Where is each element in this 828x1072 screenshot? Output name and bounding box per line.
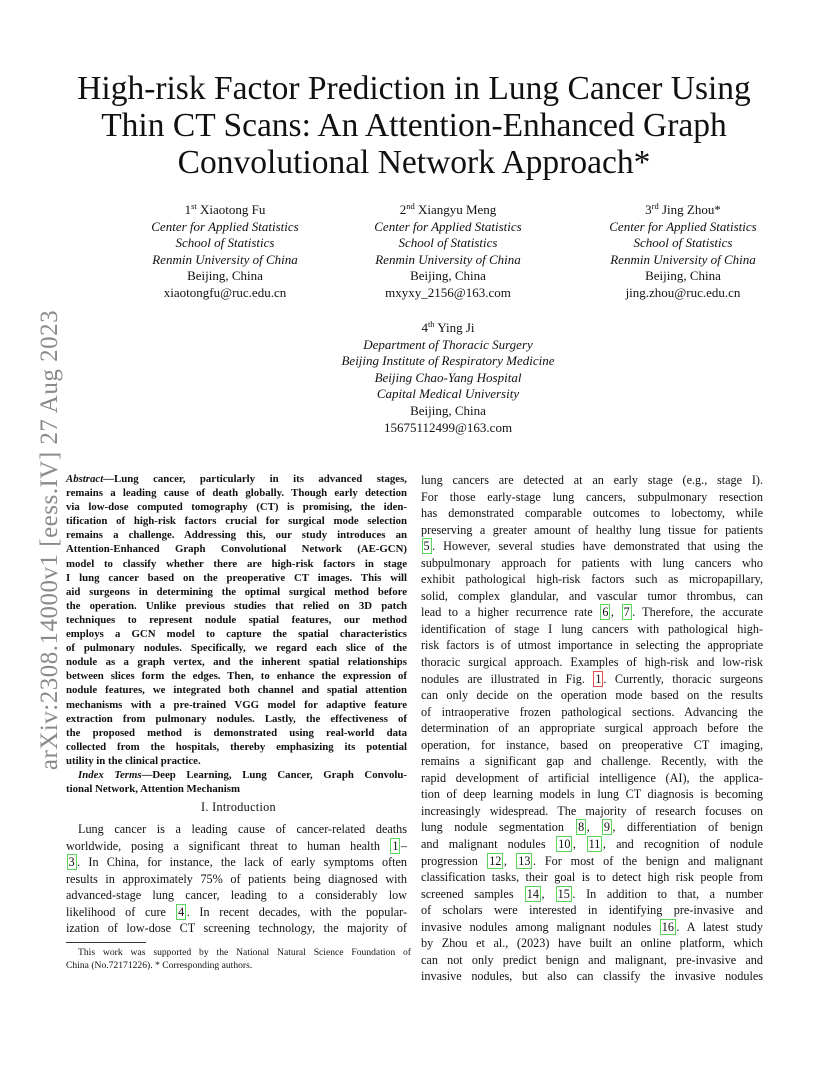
body-line: worldwide, posing a significant threat to human health 1 –	[66, 838, 407, 853]
index-terms-line: tional Network, Attention Mechanism	[66, 783, 240, 796]
author-city: Beijing, China	[410, 268, 486, 284]
body-line: by Zhou et al., (2023) have built an online platform, which	[421, 936, 763, 951]
abstract-line: utility in the clinical practice.	[66, 754, 201, 767]
author-ordinal-suffix: nd	[406, 201, 415, 211]
figure-link[interactable]: 1	[595, 671, 602, 686]
author-block-1	[115, 202, 335, 302]
abstract-line: aid surgeons in determining the optimal surgical method before	[66, 585, 407, 598]
body-line: 5 . However, several studies have demonstrated that using the	[423, 539, 763, 554]
body-line: risk factors is of utmost importance in selecting the appropriate	[421, 638, 763, 653]
body-line: increasingly widespread. The majority of research focuses on	[421, 803, 763, 818]
body-line: advanced-stage lung cancer, leading to a considerably low	[66, 888, 407, 903]
body-line: progression 12 , 13 . For most of the benign and malignant	[421, 853, 764, 868]
citation-link[interactable]: 7	[623, 605, 630, 620]
author-affiliation: Capital Medical University	[376, 386, 520, 402]
author-name: Ying Ji	[437, 320, 475, 335]
author-email[interactable]: mxyxy_2156@163.com	[385, 284, 511, 300]
abstract-line: mechanisms with a pre-trained VGG model for adaptive feature	[66, 698, 407, 711]
author-name: Jing Zhou*	[661, 202, 721, 217]
abstract-line: extraction from pulmonary nodules. Lastly, the effectiveness of	[66, 712, 407, 725]
body-line: has demonstrated comparable outcomes to lobectomy, while	[421, 506, 763, 521]
arxiv-stamp-holder	[16, 0, 63, 1072]
abstract-line: collected from the hospitals, thereby emphasizing its potential	[66, 740, 407, 753]
author-email[interactable]: 15675112499@163.com	[383, 419, 513, 435]
body-line: exhibit pathological high-risk factors such as micropapillary,	[421, 572, 763, 587]
title-line: Convolutional Network Approach*	[177, 144, 651, 181]
abstract-line: remains a leading cause of death globally. Though early detection	[66, 487, 407, 500]
author-block-4	[298, 320, 598, 436]
body-line: ization of low-dose CT screening technology, the majority of	[66, 921, 407, 936]
citation-link[interactable]: 15	[557, 886, 570, 901]
citation-link[interactable]: 9	[603, 820, 610, 835]
citation-link[interactable]: 16	[661, 919, 674, 934]
citation-link[interactable]: 12	[489, 853, 502, 868]
author-school: School of Statistics	[633, 235, 733, 251]
body-line: lung nodule segmentation 8 , 9 , differentiation of benign	[421, 820, 764, 835]
citation-link[interactable]: 5	[423, 539, 430, 554]
citation-link[interactable]: 11	[588, 837, 601, 852]
citation-link[interactable]: 6	[602, 605, 609, 620]
body-line: solid, complex glandular, and vascular tumor thrombus, can	[421, 588, 763, 603]
body-line: invasive nodules among malignant nodules 16 . A latest study	[421, 919, 763, 934]
paper-title	[60, 70, 768, 181]
body-line: tion of deep learning models in lung CT diagnosis is becoming	[421, 787, 763, 802]
author-school: School of Statistics	[175, 235, 275, 251]
body-line: 3 . In China, for instance, the lack of early symptoms often	[68, 855, 407, 870]
body-line: For those early-stage lung cancers, subpulmonary resection	[421, 489, 763, 504]
abstract-line: techniques to represent nodule spatial features, our method	[66, 613, 407, 626]
abstract-line: employs a GCN model to capture the spatial characteristics	[66, 628, 407, 641]
body-line: identification of stage I lung cancers with pathological high-	[421, 621, 763, 636]
author-dept: Center for Applied Statistics	[609, 218, 757, 234]
citation-link[interactable]: 13	[518, 853, 531, 868]
author-email[interactable]: jing.zhou@ruc.edu.cn	[625, 284, 741, 300]
body-line: classification tasks, their goal is to detect high risk people from	[421, 870, 763, 885]
body-line: and malignant nodules 10 , 11 , and recognition of nodule	[421, 837, 764, 852]
body-line: likelihood of cure 4 . In recent decades, with the popular-	[66, 904, 407, 919]
author-dept: Center for Applied Statistics	[151, 218, 299, 234]
body-line: thoracic surgical approach. Examples of high-risk and low-risk	[421, 655, 763, 670]
body-line: operation, for instance, based on preoperative CT imaging,	[421, 737, 763, 752]
body-line: rapid development of artificial intelligence (AI), the applica-	[421, 770, 763, 785]
author-name: Xiaotong Fu	[200, 202, 266, 217]
body-line: Lung cancer is a leading cause of cancer-related deaths	[78, 822, 407, 836]
section-heading-introduction: I. Introduction	[201, 800, 276, 814]
citation-link[interactable]: 10	[558, 837, 571, 852]
citation-link[interactable]: 1	[392, 838, 399, 853]
index-terms-label: Index Terms	[78, 768, 142, 781]
body-line: of scholars were interested in identifying pre-invasive and	[421, 903, 763, 918]
intro-right-column	[421, 472, 763, 985]
abstract-line: tification of high-risk factors crucial for surgical mode selection	[66, 515, 407, 528]
author-ordinal: 1	[184, 202, 192, 217]
author-city: Beijing, China	[187, 268, 263, 284]
body-line: remains a significant gap and challenge. Recently, with the	[421, 754, 763, 769]
author-inst: Renmin University of China	[610, 251, 756, 267]
abstract-line: nodule as a graph vertex, and the inherent spatial relationships	[66, 656, 407, 669]
abstract-first-line	[66, 472, 407, 486]
body-line: preserving a greater amount of healthy lung tissue for patients	[421, 522, 763, 537]
body-line: can not only predict benign and malignant, pre-invasive and	[421, 952, 763, 967]
author-ordinal-suffix: st	[191, 201, 197, 211]
abstract-line: via low-dose computed tomography (CT) is promising, the iden-	[66, 501, 407, 514]
arxiv-stamp: arXiv:2308.14000v1 [eess.IV] 27 Aug 2023	[36, 309, 63, 771]
index-terms-line: —Deep Learning, Lung Cancer, Graph Convolu-	[141, 768, 407, 781]
abstract	[66, 472, 407, 796]
body-line: screened samples 14 , 15 . In addition to that, a number	[421, 886, 763, 901]
index-terms-first-line	[66, 768, 407, 782]
author-email[interactable]: xiaotongfu@ruc.edu.cn	[163, 284, 287, 300]
author-block-3	[573, 202, 793, 302]
abstract-line: nodule features, we integrated both channel and spatial attention	[66, 684, 407, 697]
footnote-line: China (No.72171226). * Corresponding authors.	[66, 959, 253, 971]
abstract-line: I lung cancer based on the preoperative CT images. This will	[66, 571, 407, 584]
author-ordinal-suffix: rd	[651, 201, 659, 211]
author-affiliation: Beijing Institute of Respiratory Medicine	[341, 353, 555, 369]
author-ordinal: 2	[399, 202, 407, 217]
author-dept: Department of Thoracic Surgery	[363, 336, 533, 352]
author-city: Beijing, China	[645, 268, 721, 284]
title-line: High-risk Factor Prediction in Lung Cancer Using	[77, 70, 751, 107]
body-line: determination of an appropriate surgical approach before the	[421, 721, 763, 736]
abstract-line: the proposed method is demonstrated using real-world data	[66, 726, 407, 739]
title-line: Thin CT Scans: An Attention-Enhanced Graph	[101, 107, 727, 144]
abstract-line: Attention-Enhanced Graph Convolutional Network (AE-GCN)	[66, 543, 407, 556]
body-line: can only decide on the operation mode based on the results	[421, 688, 763, 703]
author-affiliation: Beijing Chao-Yang Hospital	[374, 369, 522, 385]
intro-left-column	[66, 821, 407, 937]
author-dept: Center for Applied Statistics	[374, 218, 522, 234]
footnote-line: This work was supported by the National Natural Science Foundation of	[78, 947, 411, 958]
body-line: subpulmonary approach for patients with lung cancers who	[421, 555, 763, 570]
author-block-2	[338, 202, 558, 302]
citation-link[interactable]: 8	[578, 820, 585, 835]
author-inst: Renmin University of China	[375, 251, 521, 267]
abstract-line: —Lung cancer, particularly in its advanced stages,	[103, 473, 407, 485]
abstract-line: between slices form the edges. Then, to enhance the expression of	[66, 670, 407, 683]
author-city: Beijing, China	[410, 402, 486, 418]
citation-link[interactable]: 3	[68, 855, 75, 870]
abstract-line: remains a challenge. Addressing this, our study introduces an	[66, 529, 407, 542]
abstract-line: of pulmonary nodules. Specifically, we regard each slice of the	[66, 642, 407, 655]
author-ordinal-suffix: th	[427, 319, 435, 329]
author-inst: Renmin University of China	[152, 251, 298, 267]
abstract-line: model to classify whether there are high-risk factors in stage	[66, 557, 407, 570]
author-ordinal: 3	[645, 202, 652, 217]
citation-link[interactable]: 4	[178, 904, 185, 919]
footnote-rule	[66, 942, 146, 943]
abstract-label: Abstract	[66, 473, 104, 485]
body-line: lead to a higher recurrence rate 6 , 7 . Therefore, the accurate	[421, 605, 763, 620]
citation-link[interactable]: 14	[526, 886, 539, 901]
body-line: nodules are illustrated in Fig. 1 . Currently, thoracic surgeons	[421, 671, 763, 686]
author-ordinal: 4	[421, 320, 428, 335]
body-line: lung cancers are detected at an early stage (e.g., stage I).	[421, 473, 763, 487]
body-line: invasive nodules, but also can classify the invasive nodules	[421, 969, 763, 984]
author-school: School of Statistics	[398, 235, 498, 251]
abstract-line: the operation. Unlike previous studies that relied on 3D patch	[66, 599, 407, 612]
body-line: results in approximately 75% of patients being diagnosed with	[66, 871, 407, 886]
footnote	[66, 947, 411, 972]
author-name: Xiangyu Meng	[417, 202, 497, 217]
body-line: of intraoperative frozen pathological sections. Advancing the	[421, 704, 763, 719]
